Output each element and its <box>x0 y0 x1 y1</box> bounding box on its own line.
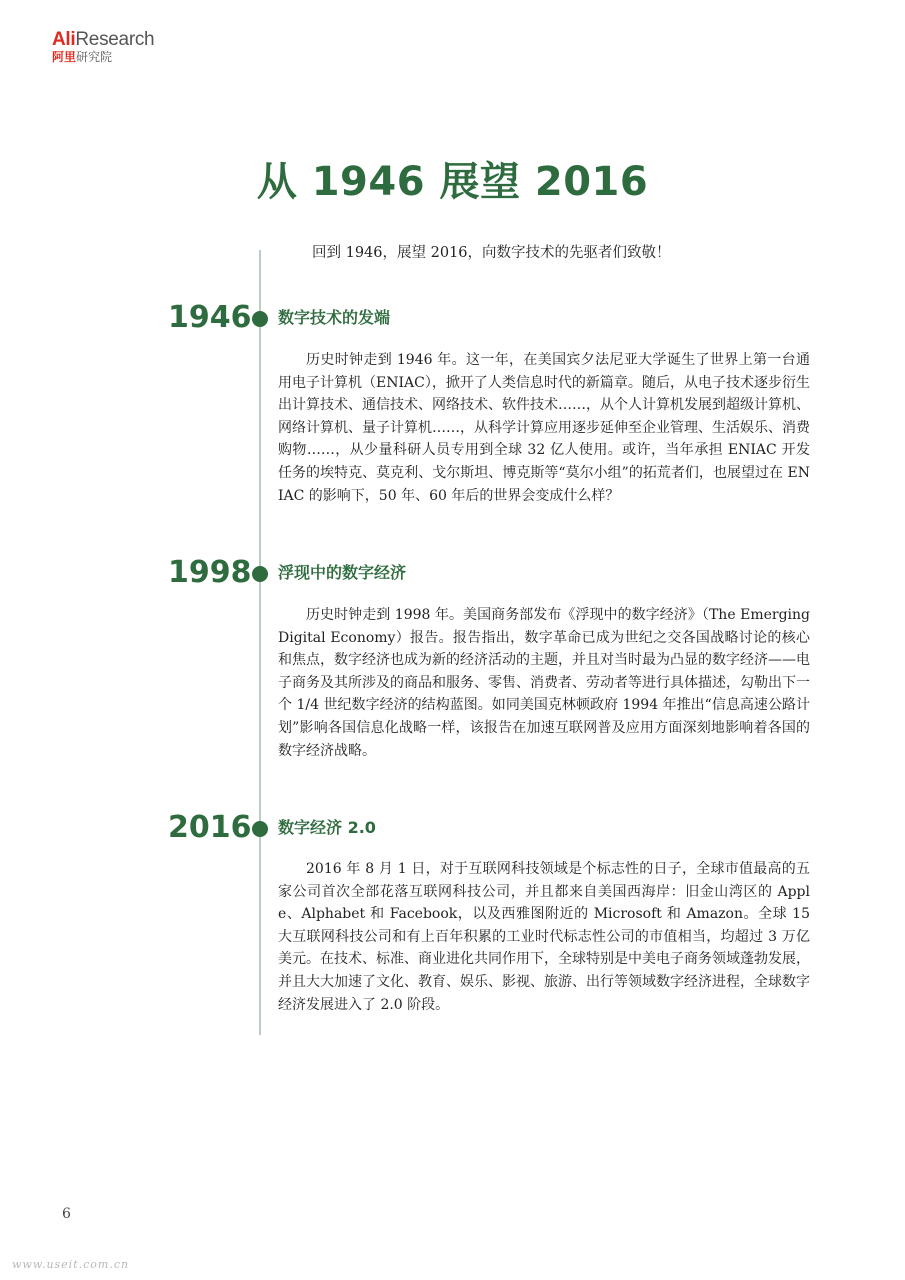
section-heading-1946: 数字技术的发端 <box>278 308 391 327</box>
page-number: 6 <box>62 1206 71 1222</box>
page-title: 从 1946 展望 2016 <box>256 159 649 205</box>
aliresearch-logo <box>52 30 154 64</box>
timeline-line <box>259 250 261 1035</box>
timeline-year-1946: 1946 <box>168 300 252 335</box>
timeline-year-1998: 1998 <box>168 555 252 590</box>
logo-ali-text: Ali <box>52 29 76 50</box>
section-heading-2016: 数字经济 2.0 <box>278 818 376 837</box>
timeline-year-2016: 2016 <box>168 810 252 845</box>
section-body-1946: 历史时钟走到 1946 年。这一年，在美国宾夕法尼亚大学诞生了世界上第一台通用电子计算机（ENIAC），掀开了人类信息时代的新篇章。随后，从电子技术逐步衍生出计算技术、通信技术、网络技术、软件技术……，从个人计算机发展到超级计算机、网络计算机、量子计算机……，从科学计算应用逐步延伸至企业管理、生活娱乐、消费购物……，从少量科研人员专用到全球 32 亿人使用。或许，当年承担 ENIAC 开发任务的埃特克、莫克利、戈尔斯坦、博克斯等“莫尔小组”的拓荒者们，也展望过在 ENIAC 的影响下，50 年、60 年后的世界会变成什么样？ <box>278 352 810 504</box>
timeline-dot-2016 <box>252 821 268 837</box>
timeline-dot-1998 <box>252 566 268 582</box>
timeline-dot-1946 <box>252 311 268 327</box>
logo-cn-brand: 阿里 <box>52 50 77 64</box>
logo-cn-institute: 研究院 <box>76 50 113 64</box>
section-body-2016: 2016 年 8 月 1 日，对于互联网科技领域是个标志性的日子，全球市值最高的五家公司首次全部花落互联网科技公司，并且都来自美国西海岸：旧金山湾区的 Apple、Alphabet 和 Facebook，以及西雅图附近的 Microsoft 和 Amazon。全球 15 大互联网科技公司和有上百年积累的工业时代标志性公司的市值相当，均超过 3 万亿美元。在技术、标准、商业进化共同作用下，全球特别是中美电子商务领域蓬勃发展，并且大大加速了文化、教育、娱乐、影视、旅游、出行等领域数字经济进程，全球数字经济发展进入了 2.0 阶段。 <box>278 861 810 1013</box>
watermark: www.useit.com.cn <box>12 1258 130 1271</box>
logo-research-text: Research <box>75 29 155 50</box>
section-heading-1998: 浮现中的数字经济 <box>278 563 407 582</box>
section-body-1998: 历史时钟走到 1998 年。美国商务部发布《浮现中的数字经济》（The Emerging Digital Economy）报告。报告指出，数字革命已成为世纪之交各国战略讨论的核心和焦点，数字经济也成为新的经济活动的主题，并且对当时最为凸显的数字经济——电子商务及其所涉及的商品和服务、零售、消费者、劳动者等进行具体描述，勾勒出下一个 1/4 世纪数字经济的结构蓝图。如同美国克林顿政府 1994 年推出“信息高速公路计划”影响各国信息化战略一样，该报告在加速互联网普及应用方面深刻地影响着各国的数字经济战略。 <box>278 607 810 759</box>
intro-text: 回到 1946，展望 2016，向数字技术的先驱者们致敬！ <box>312 245 671 261</box>
